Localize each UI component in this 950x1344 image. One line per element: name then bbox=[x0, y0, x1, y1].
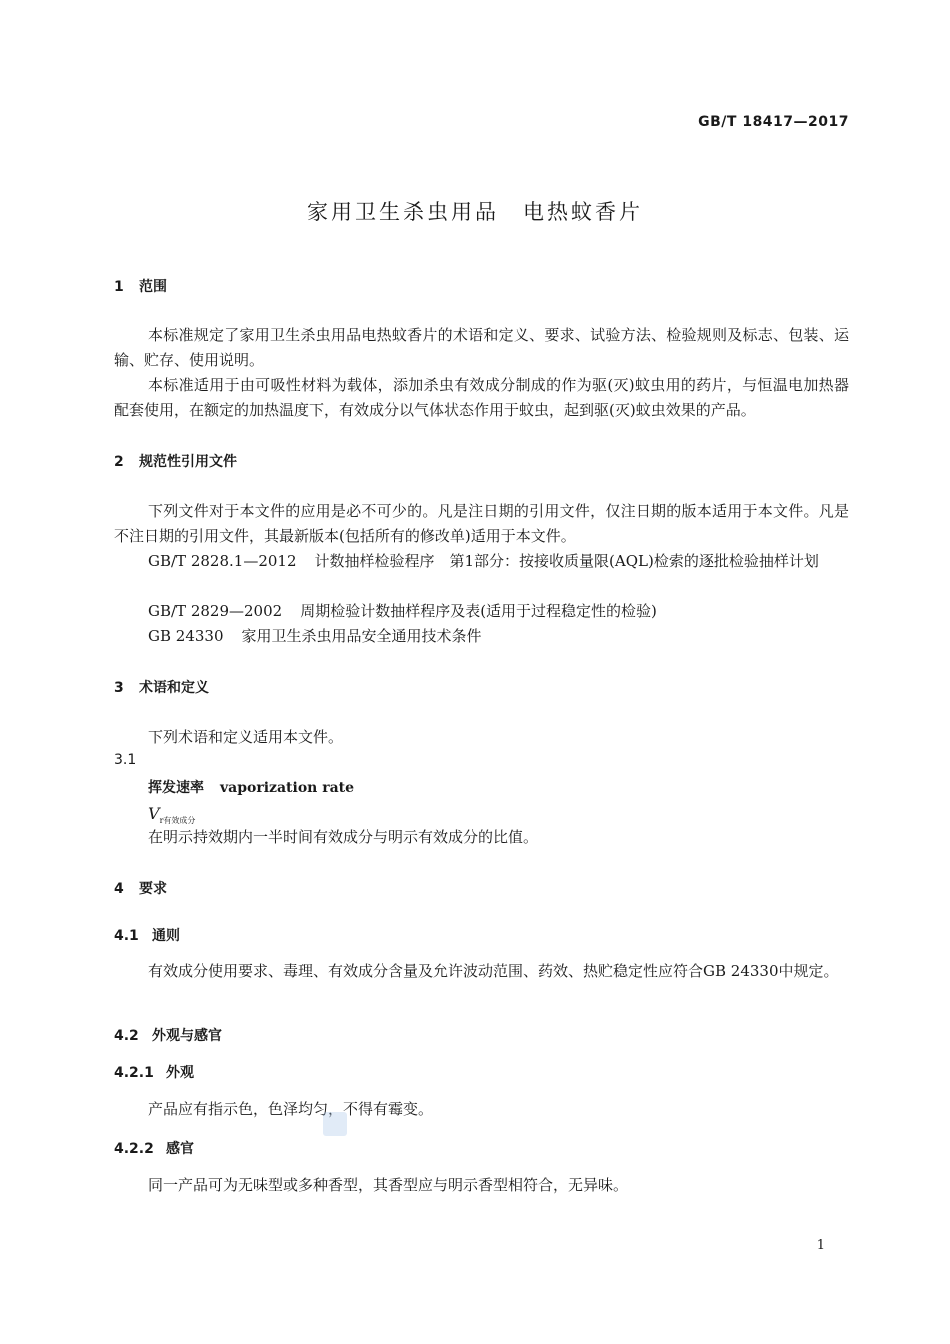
section-2-paragraph-1: 下列文件对于本文件的应用是必不可少的。凡是注日期的引用文件，仅注日期的版本适用于本文件。凡是不注日期的引用文件，其最新版本(包括所有的修改单)适用于本文件。 bbox=[114, 502, 849, 545]
section-number: 4 bbox=[114, 881, 124, 897]
subsection-4-1-paragraph: 有效成分使用要求、毒理、有效成分含量及允许波动范围、药效、热贮稳定性应符合GB 24330中规定。 bbox=[148, 962, 839, 980]
subsection-number: 4.2.2 bbox=[114, 1141, 154, 1157]
section-1-paragraph-2: 本标准适用于由可吸性材料为载体，添加杀虫有效成分制成的作为驱(灭)蚊虫用的药片，与恒温电加热器配套使用，在额定的加热温度下，有效成分以气体状态作用于蚊虫，起到驱(灭)蚊虫效果的产品。 bbox=[114, 376, 849, 419]
subsection-4-2-heading bbox=[114, 1025, 222, 1045]
term-number: 3.1 bbox=[114, 752, 137, 768]
section-title: 要求 bbox=[139, 881, 167, 897]
section-number: 1 bbox=[114, 279, 124, 295]
subsection-4-2-2-paragraph: 同一产品可为无味型或多种香型，其香型应与明示香型相符合，无异味。 bbox=[148, 1176, 629, 1194]
subsection-title: 外观 bbox=[166, 1065, 194, 1081]
subsection-4-1-heading bbox=[114, 925, 180, 945]
reference-code: GB/T 2828.1—2012 bbox=[148, 552, 297, 570]
normative-reference bbox=[114, 549, 849, 574]
section-title: 规范性引用文件 bbox=[139, 454, 237, 470]
term-name bbox=[148, 777, 354, 797]
subsection-title: 感官 bbox=[166, 1141, 194, 1157]
section-2-heading bbox=[114, 451, 237, 471]
normative-reference bbox=[148, 624, 482, 649]
section-1-paragraph-1: 本标准规定了家用卫生杀虫用品电热蚊香片的术语和定义、要求、试验方法、检验规则及标志、包装、运输、贮存、使用说明。 bbox=[114, 326, 849, 369]
subsection-title: 通则 bbox=[152, 928, 180, 944]
subsection-number: 4.2 bbox=[114, 1028, 139, 1044]
reference-title: 计数抽样检验程序 第1部分：按接收质量限(AQL)检索的逐批检验抽样计划 bbox=[314, 552, 819, 570]
symbol-subscript: r有效成分 bbox=[159, 816, 196, 826]
reference-code: GB/T 2829—2002 bbox=[148, 602, 283, 620]
subsection-4-2-1-paragraph: 产品应有指示色，色泽均匀，不得有霉变。 bbox=[148, 1100, 434, 1118]
subsection-number: 4.2.1 bbox=[114, 1065, 154, 1081]
reference-title: 周期检验计数抽样程序及表(适用于过程稳定性的检验) bbox=[300, 602, 657, 620]
watermark-stamp bbox=[323, 1112, 347, 1136]
document-title: 家用卫生杀虫用品 电热蚊香片 bbox=[307, 200, 643, 224]
section-number: 2 bbox=[114, 454, 124, 470]
section-4-heading bbox=[114, 878, 167, 898]
section-title: 范围 bbox=[139, 279, 167, 295]
subsection-4-2-1-heading bbox=[114, 1062, 194, 1082]
section-title: 术语和定义 bbox=[139, 680, 209, 696]
section-1-heading bbox=[114, 276, 167, 296]
reference-code: GB 24330 bbox=[148, 627, 224, 645]
term-symbol bbox=[148, 804, 195, 826]
subsection-4-2-2-heading bbox=[114, 1138, 194, 1158]
subsection-number: 4.1 bbox=[114, 928, 139, 944]
term-name-cn: 挥发速率 bbox=[148, 780, 204, 796]
symbol-main: V bbox=[148, 804, 160, 823]
section-3-paragraph-1: 下列术语和定义适用本文件。 bbox=[148, 728, 344, 746]
section-3-heading bbox=[114, 677, 209, 697]
term-definition: 在明示持效期内一半时间有效成分与明示有效成分的比值。 bbox=[148, 828, 539, 846]
reference-title: 家用卫生杀虫用品安全通用技术条件 bbox=[241, 627, 482, 645]
standard-number: GB/T 18417—2017 bbox=[698, 114, 849, 130]
subsection-title: 外观与感官 bbox=[152, 1028, 222, 1044]
term-name-en: vaporization rate bbox=[220, 780, 355, 796]
section-number: 3 bbox=[114, 680, 124, 696]
page-number: 1 bbox=[816, 1238, 825, 1253]
normative-reference bbox=[148, 599, 657, 624]
